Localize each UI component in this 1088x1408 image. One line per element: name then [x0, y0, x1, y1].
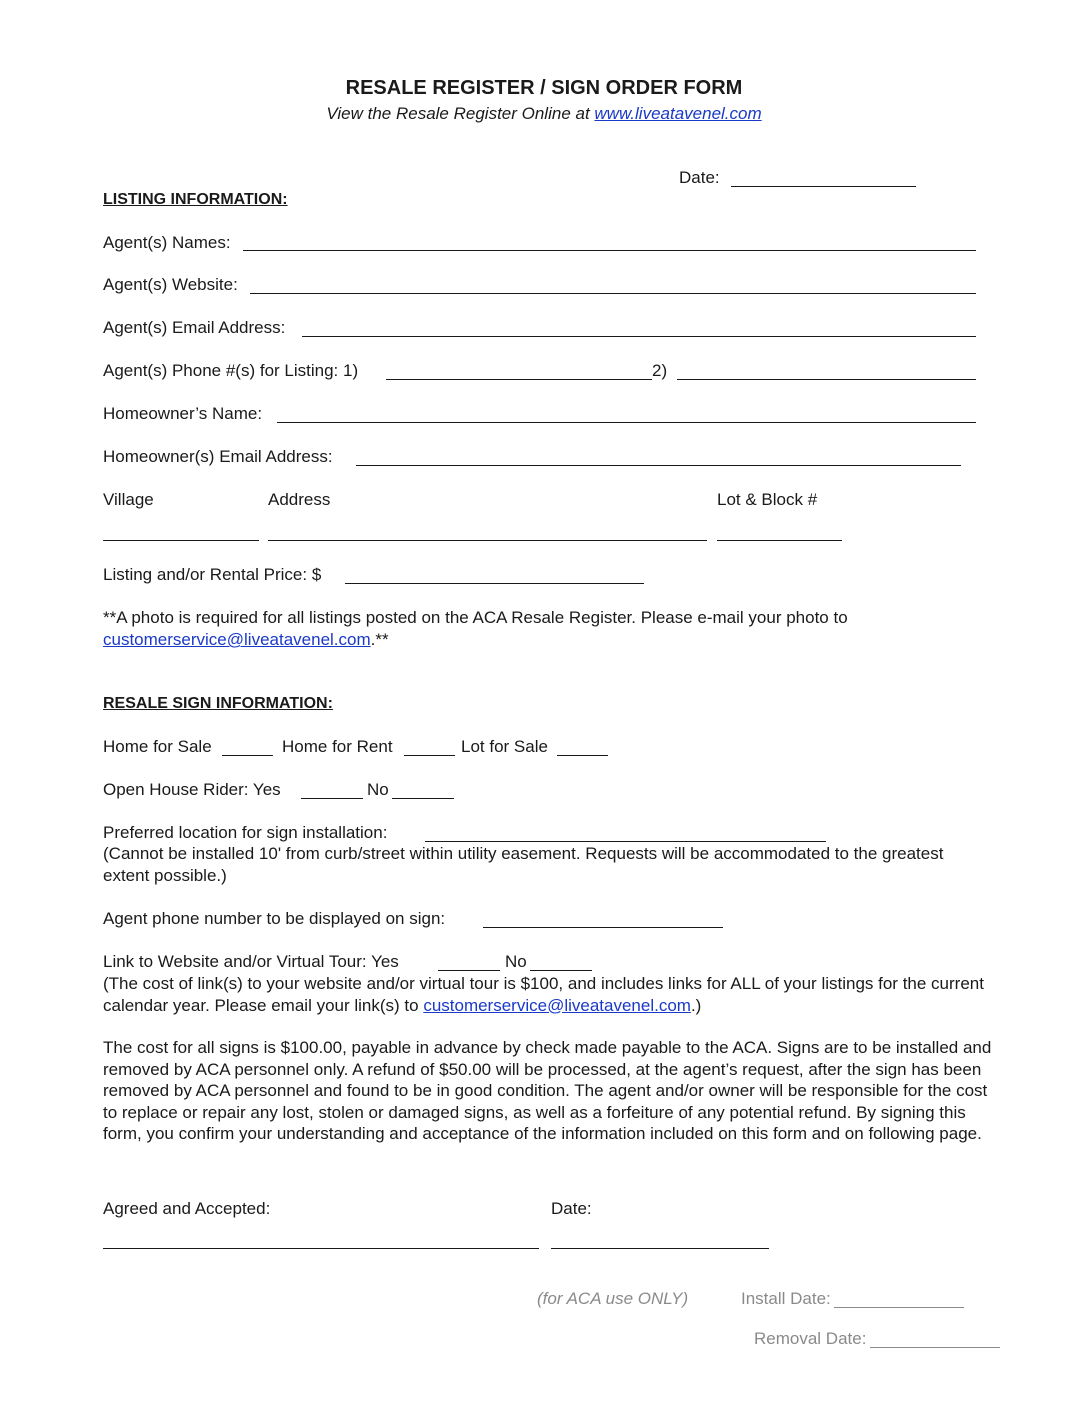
- lot-sale-field[interactable]: [557, 755, 608, 756]
- website-link[interactable]: www.liveatavenel.com: [594, 104, 762, 123]
- village-field[interactable]: [103, 540, 259, 541]
- signature-date-field[interactable]: [551, 1248, 769, 1249]
- photo-email-link[interactable]: customerservice@liveatavenel.com: [103, 630, 371, 649]
- install-date-field[interactable]: [834, 1307, 964, 1308]
- agreed-label: Agreed and Accepted:: [103, 1199, 271, 1218]
- listing-heading: LISTING INFORMATION:: [103, 191, 288, 208]
- price-field[interactable]: [345, 583, 644, 584]
- homeowner-name-field[interactable]: [277, 422, 976, 423]
- open-house-yes-field[interactable]: [301, 798, 363, 799]
- agent-email-field[interactable]: [302, 336, 976, 337]
- sign-heading: RESALE SIGN INFORMATION:: [103, 695, 333, 712]
- homeowner-name-label: Homeowner’s Name:: [103, 404, 263, 423]
- install-date-label: Install Date:: [741, 1289, 831, 1308]
- homeowner-email-label: Homeowner(s) Email Address:: [103, 447, 333, 466]
- link-note: [103, 973, 988, 1016]
- lot-sale-label: Lot for Sale: [461, 737, 548, 756]
- form-title: RESALE REGISTER / SIGN ORDER FORM: [345, 77, 743, 99]
- agent-names-label: Agent(s) Names:: [103, 233, 231, 252]
- home-sale-label: Home for Sale: [103, 737, 212, 756]
- removal-date-label: Removal Date:: [754, 1329, 867, 1348]
- preferred-location-label: Preferred location for sign installation:: [103, 823, 388, 842]
- lot-block-field[interactable]: [717, 540, 842, 541]
- agent-phone-2-label: 2): [652, 361, 668, 380]
- signature-field[interactable]: [103, 1248, 539, 1249]
- agent-website-field[interactable]: [250, 293, 976, 294]
- home-rent-label: Home for Rent: [282, 737, 393, 756]
- link-tour-no-label: No: [505, 952, 527, 971]
- aca-use-label: (for ACA use ONLY): [537, 1289, 689, 1308]
- price-label: Listing and/or Rental Price: $: [103, 565, 322, 584]
- location-note: (Cannot be installed 10' from curb/street within utility easement. Requests will be accommodated to the greatest extent possible.): [103, 844, 944, 885]
- homeowner-email-field[interactable]: [356, 465, 961, 466]
- removal-date-field[interactable]: [870, 1347, 1000, 1348]
- link-tour-label: Link to Website and/or Virtual Tour: Yes: [103, 952, 399, 971]
- form-subtitle: [0, 104, 1088, 124]
- open-house-no-field[interactable]: [392, 798, 454, 799]
- agent-names-field[interactable]: [243, 250, 976, 251]
- address-label: Address: [268, 490, 331, 509]
- link-note-text: (The cost of link(s) to your website and/or virtual tour is $100, and includes links for ALL of your listings for the current calendar year. Please email your link(s) to: [103, 974, 984, 1015]
- agent-phone-1-field[interactable]: [386, 379, 652, 380]
- open-house-label: Open House Rider: Yes: [103, 780, 281, 799]
- agent-website-label: Agent(s) Website:: [103, 275, 238, 294]
- home-rent-field[interactable]: [404, 755, 455, 756]
- agent-phone-display-label: Agent phone number to be displayed on sign:: [103, 909, 446, 928]
- link-email-link[interactable]: customerservice@liveatavenel.com: [423, 995, 691, 1015]
- agent-phone-display-field[interactable]: [483, 927, 723, 928]
- address-field[interactable]: [268, 540, 707, 541]
- link-note-end: .): [690, 995, 702, 1015]
- preferred-location-field[interactable]: [425, 841, 826, 842]
- link-tour-no-field[interactable]: [530, 970, 592, 971]
- agent-phone-label: Agent(s) Phone #(s) for Listing: 1): [103, 361, 359, 380]
- date-label: Date:: [679, 168, 720, 187]
- signature-date-label: Date:: [551, 1199, 592, 1218]
- subtitle-text: View the Resale Register Online at: [326, 104, 595, 123]
- cost-paragraph: The cost for all signs is $100.00, payable in advance by check made payable to the ACA. Signs are to be installed and removed by ACA personnel only. A refund of $50.00 will be processed, at the agent’s request, after the sign has been removed by ACA personnel and found to be in good condition. The agent and/or owner will be responsible for the cost to replace or repair any lost, stolen or damaged signs, as well as a forfeiture of any potential refund. By signing this form, you confirm your understanding and acceptance of the information included on this form and on following page.: [103, 1038, 992, 1143]
- village-label: Village: [103, 490, 154, 509]
- date-field[interactable]: [731, 186, 916, 187]
- photo-note: **A photo is required for all listings posted on the ACA Resale Register. Please e-mail your photo to: [103, 608, 848, 627]
- lot-block-label: Lot & Block #: [717, 490, 818, 509]
- photo-note-end: .**: [370, 630, 389, 649]
- agent-email-label: Agent(s) Email Address:: [103, 318, 286, 337]
- home-sale-field[interactable]: [222, 755, 273, 756]
- open-house-no-label: No: [367, 780, 389, 799]
- link-tour-yes-field[interactable]: [438, 970, 500, 971]
- photo-note-line2: [103, 630, 389, 650]
- agent-phone-2-field[interactable]: [677, 379, 976, 380]
